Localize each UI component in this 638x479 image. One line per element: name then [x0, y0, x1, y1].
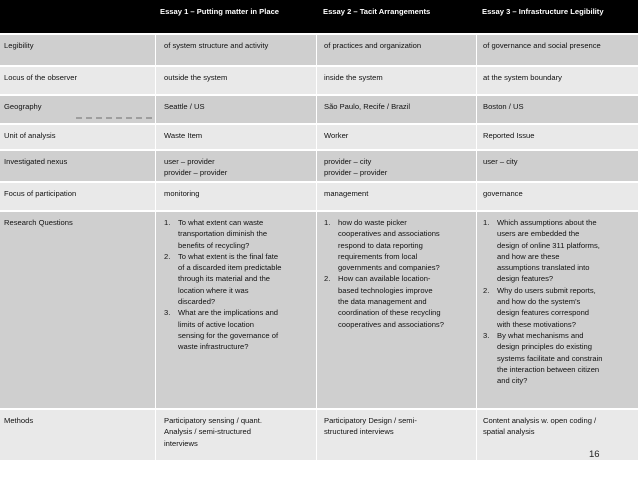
cell-line: provider – provider: [164, 168, 228, 178]
question-line: To what extent is the final fate: [178, 251, 279, 261]
cell-essay1: [164, 410, 262, 449]
research-question-item: [483, 217, 603, 285]
cell-essay2: [324, 151, 387, 179]
cell-line: of system structure and activity: [164, 41, 269, 50]
question-line: through its material and the: [178, 274, 271, 284]
research-question-list: [164, 217, 281, 353]
cell-essay3: [483, 35, 601, 51]
column-divider: [476, 125, 477, 149]
cell-line: Participatory Design / semi-: [324, 416, 417, 425]
question-line: assumptions translated into: [497, 263, 590, 273]
cell-essay2: [324, 410, 417, 438]
cell-essay2: [324, 67, 383, 83]
question-number: 3.: [164, 308, 171, 318]
question-line: how do waste picker: [338, 218, 407, 227]
question-line: systems facilitate and constrain: [497, 353, 603, 363]
question-line: What are the implications and: [178, 308, 279, 318]
cell-essay3: [483, 410, 596, 438]
cell-line: of governance and social presence: [483, 41, 601, 50]
row-label: Focus of participation: [4, 189, 77, 198]
cell-essay1: [164, 125, 202, 141]
research-question-list: [483, 217, 603, 386]
question-line: with these motivations?: [497, 319, 576, 329]
cell-line: structured interviews: [324, 427, 394, 437]
research-question-item: [324, 217, 444, 273]
question-line: design of online 311 platforms,: [497, 240, 600, 250]
cell-essay3: [483, 151, 518, 167]
research-question-item: [483, 330, 603, 386]
column-divider: [155, 410, 156, 460]
question-line: requirements from local: [338, 251, 418, 261]
table-row: [0, 67, 638, 94]
table-row: [0, 35, 638, 65]
row-label: Unit of analysis: [4, 131, 56, 140]
column-divider: [155, 151, 156, 181]
cell-essay3: [483, 183, 523, 199]
table-row: [0, 151, 638, 181]
cell-line: at the system boundary: [483, 73, 562, 82]
column-divider: [476, 35, 477, 65]
cell-essay3: [483, 212, 603, 386]
question-line: based technologies improve: [338, 285, 433, 295]
question-line: coordination of these recycling: [338, 308, 441, 318]
question-number: 1.: [164, 218, 171, 227]
cell-essay1: [164, 212, 281, 353]
question-line: To what extent can waste: [178, 218, 264, 227]
cell-line: monitoring: [164, 189, 200, 198]
research-question-list: [324, 217, 444, 330]
question-line: Which assumptions about the: [497, 218, 597, 227]
question-number: 1.: [324, 218, 331, 227]
cell-line: Worker: [324, 131, 349, 140]
column-divider: [316, 151, 317, 181]
row-label: Research Questions: [4, 218, 73, 227]
cell-line: Seattle / US: [164, 102, 205, 111]
cell-line: Content analysis w. open coding /: [483, 416, 597, 425]
row-label: Geography: [4, 102, 42, 111]
column-divider: [476, 410, 477, 460]
cell-line: management: [324, 189, 369, 198]
question-line: the interaction between citizen: [497, 364, 600, 374]
column-divider: [316, 35, 317, 65]
cell-essay1: [164, 183, 199, 199]
column-divider: [316, 183, 317, 210]
cell-essay3: [483, 96, 524, 112]
column-divider: [476, 67, 477, 94]
row-label: Investigated nexus: [4, 157, 68, 166]
question-line: of a discarded item predictable: [178, 263, 282, 273]
question-line: limits of active location: [178, 319, 254, 329]
question-line: benefits of recycling?: [178, 240, 250, 250]
cell-line: provider – city: [324, 157, 372, 166]
question-line: location where it was: [178, 285, 249, 295]
question-line: By what mechanisms and: [497, 330, 584, 340]
question-number: 3.: [483, 330, 490, 340]
question-line: cooperatives and associations?: [338, 319, 444, 329]
column-divider: [155, 125, 156, 149]
research-question-item: [483, 285, 603, 330]
cell-essay1: [164, 151, 227, 179]
cell-line: user – provider: [164, 157, 215, 166]
cell-essay2: [324, 35, 421, 51]
column-divider: [476, 151, 477, 181]
question-number: 2.: [164, 251, 171, 261]
header-essay1: Essay 1 – Putting matter in Place: [160, 7, 280, 16]
row-label: Locus of the observer: [4, 73, 78, 82]
table-row: [0, 212, 638, 408]
row-label: Legibility: [4, 41, 34, 50]
column-divider: [476, 183, 477, 210]
column-divider: [316, 212, 317, 408]
question-line: sensing for the governance of: [178, 330, 279, 340]
cell-essay3: [483, 67, 562, 83]
question-line: and how do the system's: [497, 297, 581, 307]
header-essay3: Essay 3 – Infrastructure Legibility: [482, 7, 604, 16]
table-header: [0, 0, 638, 33]
cell-essay2: [324, 212, 444, 330]
column-divider: [476, 96, 477, 123]
column-divider: [316, 410, 317, 460]
question-line: Why do users submit reports,: [497, 285, 596, 295]
question-line: design principles do existing: [497, 342, 592, 352]
question-line: design features correspond: [497, 308, 590, 318]
cell-line: Analysis / semi-structured: [164, 427, 251, 437]
table-row: [0, 183, 638, 210]
column-divider: [316, 67, 317, 94]
column-divider: [155, 96, 156, 123]
cell-line: of practices and organization: [324, 41, 422, 50]
question-number: 1.: [483, 218, 490, 227]
cell-line: Participatory sensing / quant.: [164, 416, 262, 425]
research-question-item: [164, 217, 281, 251]
research-question-item: [164, 251, 281, 307]
table-row: [0, 125, 638, 149]
question-number: 2.: [324, 274, 331, 284]
question-line: users are embedded the: [497, 229, 580, 239]
question-line: transportation diminish the: [178, 229, 268, 239]
cell-line: governance: [483, 189, 523, 198]
decorative-dashes: [76, 117, 152, 121]
cell-essay1: [164, 67, 227, 83]
cell-essay2: [324, 96, 410, 112]
question-line: and city?: [497, 376, 528, 386]
cell-line: Boston / US: [483, 102, 524, 111]
question-line: cooperatives and associations: [338, 229, 440, 239]
header-essay2: Essay 2 – Tacit Arrangements: [323, 7, 431, 16]
cell-essay3: [483, 125, 535, 141]
cell-line: interviews: [164, 438, 198, 448]
cell-essay1: [164, 35, 268, 51]
question-line: waste infrastructure?: [178, 342, 249, 352]
question-line: respond to data reporting: [338, 240, 423, 250]
question-line: and how are these: [497, 251, 560, 261]
cell-line: inside the system: [324, 73, 383, 82]
cell-line: outside the system: [164, 73, 228, 82]
question-line: How can available location-: [338, 274, 431, 284]
cell-line: São Paulo, Recife / Brazil: [324, 102, 411, 111]
question-line: design features?: [497, 274, 554, 284]
column-divider: [155, 183, 156, 210]
column-divider: [155, 212, 156, 408]
question-number: 2.: [483, 285, 490, 295]
column-divider: [316, 125, 317, 149]
column-divider: [155, 67, 156, 94]
cell-line: user – city: [483, 157, 518, 166]
cell-line: Waste Item: [164, 131, 203, 140]
cell-essay2: [324, 125, 348, 141]
cell-line: provider – provider: [324, 168, 388, 178]
research-question-item: [324, 273, 444, 329]
column-divider: [155, 35, 156, 65]
research-question-item: [164, 307, 281, 352]
cell-line: Reported Issue: [483, 131, 535, 140]
question-line: the data management and: [338, 297, 427, 307]
column-divider: [476, 212, 477, 408]
table-row: [0, 410, 638, 460]
cell-essay1: [164, 96, 205, 112]
page-number: 16: [589, 449, 600, 460]
row-label: Methods: [4, 416, 34, 425]
question-line: governments and companies?: [338, 263, 440, 273]
cell-essay2: [324, 183, 368, 199]
column-divider: [316, 96, 317, 123]
cell-line: spatial analysis: [483, 427, 535, 437]
question-line: discarded?: [178, 297, 216, 307]
